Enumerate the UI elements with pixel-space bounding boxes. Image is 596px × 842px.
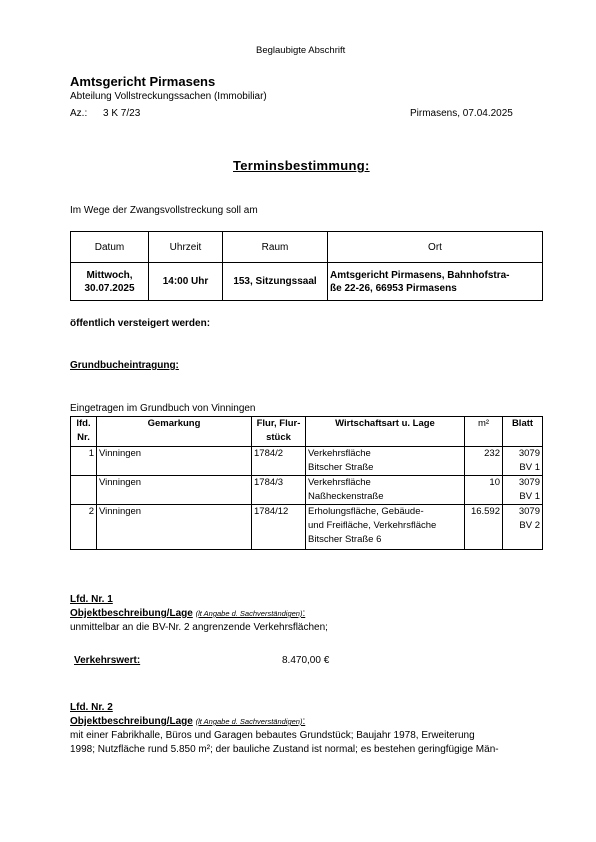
row-gemarkung: Vinningen: [97, 447, 252, 476]
row-area: 232: [465, 447, 503, 476]
row-blatt: [503, 505, 543, 550]
row-lfd: 1: [71, 447, 97, 476]
appointment-place-line1: Amtsgericht Pirmasens, Bahnhofstra-: [330, 269, 510, 281]
row-lage-line1: Erholungsfläche, Gebäude-: [308, 506, 424, 517]
item-2-object-line: [70, 716, 305, 727]
header-ort: Ort: [328, 232, 543, 263]
header-m2: m²: [465, 417, 503, 447]
intro-text: Im Wege der Zwangsvollstreckung soll am: [70, 205, 258, 216]
item-2-title: Lfd. Nr. 2: [70, 702, 113, 713]
land-table-header-row: [71, 417, 543, 447]
header-flur-line2: stück: [266, 432, 291, 443]
reference-label: Az.:: [70, 108, 88, 119]
table-row: [71, 476, 543, 505]
item-2-description-line2: 1998; Nutzfläche rund 5.850 m²; der bauliche Zustand ist normal; es bestehen geringfügige Män-: [70, 744, 499, 755]
row-gemarkung: Vinningen: [97, 505, 252, 550]
header-lfd-line2: Nr.: [77, 432, 90, 443]
court-name: Amtsgericht Pirmasens: [70, 74, 216, 89]
appointment-place-line2: ße 22-26, 66953 Pirmasens: [330, 282, 457, 294]
header-wirtschaftsart: Wirtschaftsart u. Lage: [306, 417, 465, 447]
header-uhrzeit: Uhrzeit: [149, 232, 223, 263]
item-1-value-label: Verkehrswert:: [74, 655, 141, 666]
row-blatt-number: 3079: [518, 506, 540, 517]
row-blatt: [503, 447, 543, 476]
row-lage-line2: und Freifläche, Verkehrsfläche: [308, 520, 437, 531]
table-row: [71, 505, 543, 550]
item-1-object-colon: :: [302, 608, 306, 619]
item-2-object-colon: :: [302, 716, 306, 727]
land-register-table: [70, 416, 543, 550]
appointment-row: [71, 263, 543, 301]
row-lage: [306, 447, 465, 476]
row-gemarkung: Vinningen: [97, 476, 252, 505]
item-1-title: Lfd. Nr. 1: [70, 594, 113, 605]
row-flur: 1784/2: [252, 447, 306, 476]
row-flur: 1784/3: [252, 476, 306, 505]
header-blatt: Blatt: [503, 417, 543, 447]
land-register-intro: Eingetragen im Grundbuch von Vinningen: [70, 403, 256, 414]
item-1-description: unmittelbar an die BV-Nr. 2 angrenzende Verkehrsflächen;: [70, 622, 328, 633]
header-lfd-line1: lfd.: [76, 418, 91, 429]
row-blatt-bv: BV 1: [519, 491, 540, 502]
row-lage-line1: Verkehrsfläche: [308, 448, 371, 459]
appointment-weekday: Mittwoch,: [86, 269, 133, 281]
row-lage: [306, 505, 465, 550]
department: Abteilung Vollstreckungssachen (Immobiliar): [70, 91, 267, 102]
header-flur-line1: Flur, Flur-: [256, 418, 301, 429]
reference-number: 3 K 7/23: [103, 108, 141, 119]
row-lage-line3: Bitscher Straße 6: [308, 534, 382, 545]
header-flur: [252, 417, 306, 447]
row-lfd: 2: [71, 505, 97, 550]
appointment-date: [71, 263, 149, 301]
appointment-room: 153, Sitzungssaal: [223, 263, 328, 301]
appointment-time: 14:00 Uhr: [149, 263, 223, 301]
appointment-date-value: 30.07.2025: [84, 282, 135, 294]
row-lage-line2: Bitscher Straße: [308, 462, 374, 473]
row-lage-line1: Verkehrsfläche: [308, 477, 371, 488]
row-flur: 1784/12: [252, 505, 306, 550]
row-area: 16.592: [465, 505, 503, 550]
row-blatt-bv: BV 2: [519, 520, 540, 531]
row-lage-line2: Naßheckenstraße: [308, 491, 384, 502]
table-row: [71, 447, 543, 476]
item-2-description-line1: mit einer Fabrikhalle, Büros und Garagen bebautes Grundstück; Baujahr 1978, Erweiterung: [70, 730, 475, 741]
item-1-value: 8.470,00 €: [282, 655, 330, 666]
appointment-table: [70, 231, 543, 301]
item-2-object-note: (lt Angabe d. Sachverständigen): [195, 717, 303, 726]
row-blatt: [503, 476, 543, 505]
header-lfd-nr: [71, 417, 97, 447]
auction-text: öffentlich versteigert werden:: [70, 318, 211, 329]
appointment-place: [328, 263, 543, 301]
row-lfd: [71, 476, 97, 505]
certified-copy-label: Beglaubigte Abschrift: [256, 45, 346, 56]
header-datum: Datum: [71, 232, 149, 263]
page-title: Terminsbestimmung:: [233, 158, 370, 173]
row-blatt-number: 3079: [518, 448, 540, 459]
item-1-object-label: Objektbeschreibung/Lage: [70, 608, 193, 619]
item-1-object-line: [70, 608, 305, 619]
item-1-object-note: (lt Angabe d. Sachverständigen): [195, 609, 303, 618]
row-lage: [306, 476, 465, 505]
land-register-heading: Grundbucheintragung:: [70, 360, 179, 371]
row-area: 10: [465, 476, 503, 505]
row-blatt-bv: BV 1: [519, 462, 540, 473]
item-2-object-label: Objektbeschreibung/Lage: [70, 716, 193, 727]
place-date: Pirmasens, 07.04.2025: [410, 108, 513, 119]
row-blatt-number: 3079: [518, 477, 540, 488]
header-gemarkung: Gemarkung: [97, 417, 252, 447]
appointment-header-row: [71, 232, 543, 263]
header-raum: Raum: [223, 232, 328, 263]
